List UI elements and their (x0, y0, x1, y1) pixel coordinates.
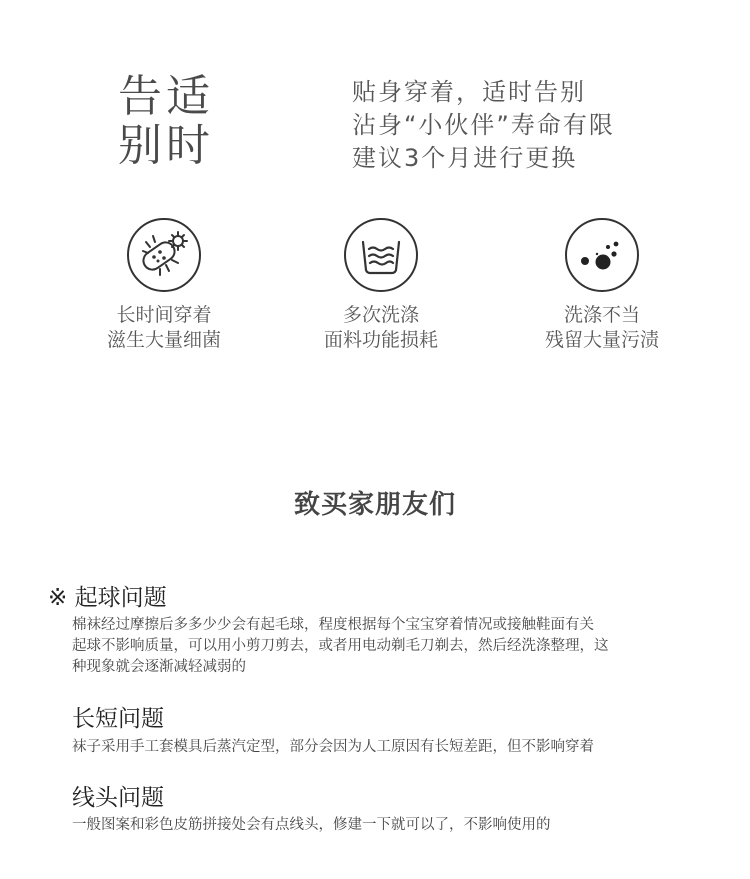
hero-line: 贴身穿着，适时告别 (352, 78, 586, 106)
section-body-line: 一般图案和彩色皮筋拼接处会有点线头，修建一下就可以了，不影响使用的 (72, 817, 551, 833)
section-body-line: 棉袜经过摩擦后多多少少会有起毛球，程度根据每个宝宝穿着情况或接触鞋面有关 (72, 617, 594, 633)
feature-caption-line: 滋生大量细菌 (106, 329, 221, 351)
feature-caption (271, 303, 491, 353)
section-body-threads (72, 815, 702, 836)
feature-bacteria (54, 218, 274, 353)
feature-caption-line: 长时间穿着 (116, 304, 212, 326)
feature-washing (271, 218, 491, 353)
feature-caption (54, 303, 274, 353)
feature-caption (492, 303, 712, 353)
hero-line: 建议3个月进行更换 (352, 144, 578, 172)
feature-caption-line: 多次洗涤 (342, 304, 419, 326)
section-body-line: 起球不影响质量，可以用小剪刀剪去，或者用电动剃毛刀剃去，然后经洗涤整理，这 (72, 638, 609, 654)
hero-title (118, 72, 214, 170)
feature-caption-line: 残留大量污渍 (544, 329, 659, 351)
section-title-length: 长短问题 (72, 706, 164, 732)
section-body-length (72, 737, 702, 758)
hero-description (352, 76, 615, 175)
feature-icon-circle (344, 218, 418, 292)
stain-dots-icon (574, 227, 630, 283)
bacteria-icon (136, 227, 192, 283)
notice-heading: 致买家朋友们 (293, 490, 456, 520)
hero-line: 沾身“小伙伴”寿命有限 (352, 111, 615, 139)
section-body-line: 袜子采用手工套模具后蒸汽定型，部分会因为人工原因有长短差距，但不影响穿着 (72, 739, 594, 755)
section-title-threads: 线头问题 (72, 785, 164, 811)
section-body-pilling (72, 615, 702, 678)
hero-title-line: 告适 (118, 71, 214, 122)
hero-title-line: 别时 (118, 120, 214, 171)
feature-stains (492, 218, 712, 353)
feature-caption-line: 洗涤不当 (563, 304, 640, 326)
feature-icon-circle (127, 218, 201, 292)
section-title-pilling: ※ 起球问题 (48, 585, 167, 611)
feature-icon-circle (565, 218, 639, 292)
washing-basin-icon (356, 230, 406, 280)
feature-caption-line: 面料功能损耗 (323, 329, 438, 351)
section-body-line: 种现象就会逐渐减轻减弱的 (72, 659, 246, 675)
